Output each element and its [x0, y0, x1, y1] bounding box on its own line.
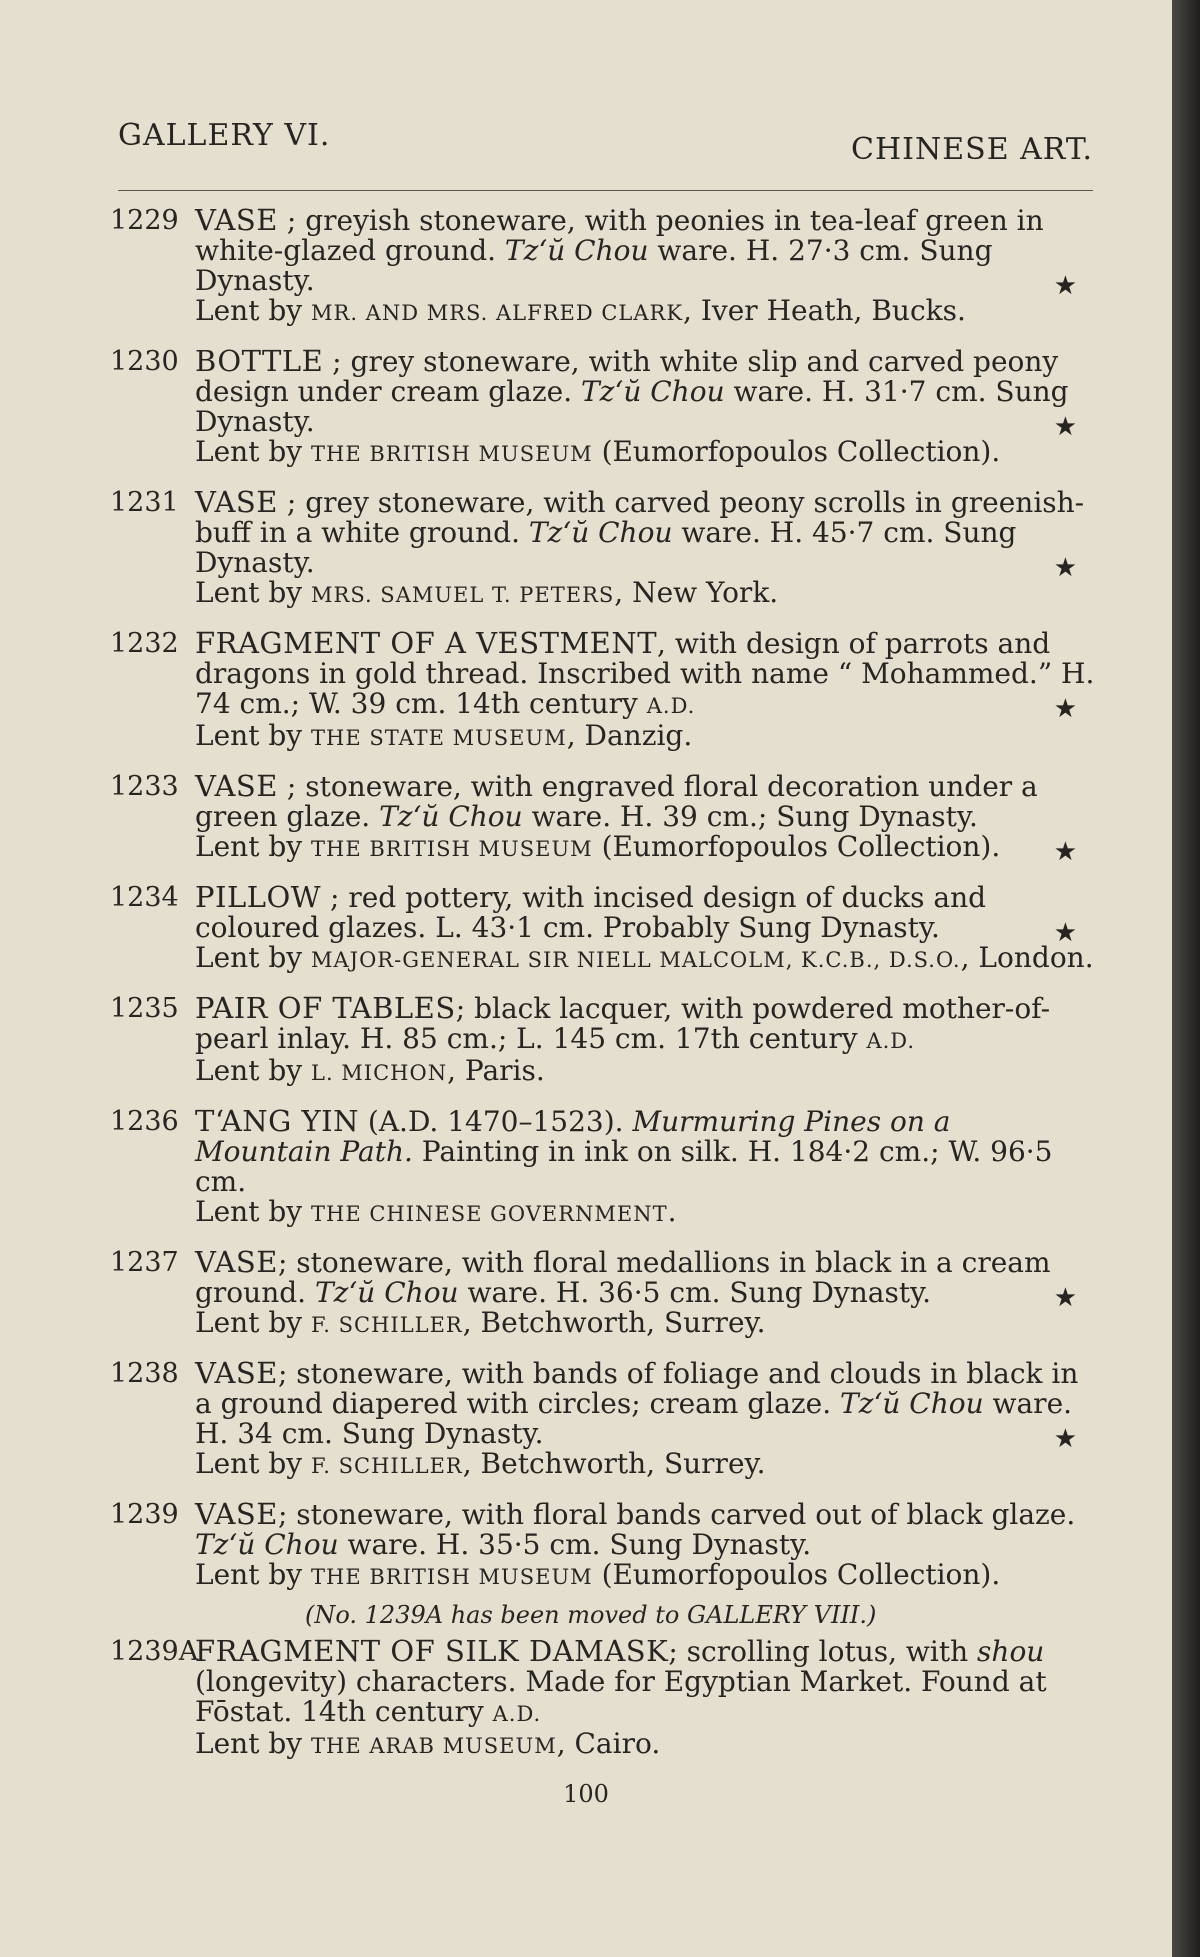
entry-title: BOTTLE — [195, 344, 324, 378]
lender-name: THE STATE MUSEUM — [311, 726, 567, 750]
shou-term: shou — [977, 1635, 1045, 1668]
lender-location: , Paris. — [447, 1054, 545, 1087]
catalogue-entry — [0, 993, 1172, 1088]
lender-line — [195, 437, 1095, 469]
lender-name: THE CHINESE GOVERNMENT — [311, 1202, 668, 1226]
lender-name: THE BRITISH MUSEUM — [311, 442, 593, 466]
lent-by-label: Lent by — [195, 1447, 303, 1480]
lender-location: (Eumorfopoulos Collection). — [592, 435, 1001, 468]
star-icon: ★ — [1053, 1283, 1077, 1313]
star-icon: ★ — [1053, 1424, 1077, 1454]
entry-description-end: ware. H. 39 cm.; Sung Dynasty. — [522, 800, 978, 833]
lender-name: THE BRITISH MUSEUM — [311, 1565, 593, 1589]
entry-number: 1233 — [110, 771, 179, 802]
lender-location: , Betchworth, Surrey. — [462, 1447, 766, 1480]
catalogue-entry — [0, 1106, 1172, 1229]
entry-title: VASE — [195, 1245, 278, 1279]
catalogue-entries — [0, 205, 1172, 1761]
catalogue-entry — [0, 769, 1172, 867]
lender-location: , Cairo. — [556, 1727, 661, 1760]
lent-by-label: Lent by — [195, 1558, 303, 1591]
era-label: A.D. — [492, 1702, 542, 1726]
catalogue-entry — [0, 487, 1172, 610]
entry-title: VASE — [195, 1356, 278, 1390]
lent-by-label: Lent by — [195, 941, 303, 974]
lender-name: F. SCHILLER — [311, 1454, 463, 1478]
star-icon: ★ — [1053, 553, 1077, 583]
catalogue-entry — [0, 1358, 1172, 1481]
entry-title: FRAGMENT OF A VESTMENT — [195, 626, 658, 660]
gallery-heading: GALLERY VI. — [118, 118, 331, 153]
lent-by-label: Lent by — [195, 435, 303, 468]
ware-name: Tz‘ŭ Chou — [504, 234, 649, 267]
entry-number: 1234 — [110, 882, 179, 913]
lender-line — [195, 1308, 1095, 1340]
ware-name: Tz‘ŭ Chou — [195, 1528, 339, 1561]
entry-number: 1238 — [110, 1358, 179, 1389]
lender-line — [195, 1056, 1095, 1088]
catalogue-entry — [0, 1247, 1172, 1340]
entry-description-end: (longevity) characters. Made for Egyptian Market. Found at Fōstat. 14th century — [195, 1665, 1047, 1728]
entry-description-end: ware. H. 45·7 cm. Sung Dynasty. — [195, 516, 1017, 579]
entry-number: 1237 — [110, 1247, 179, 1278]
entry-description-end: ware. H. 36·5 cm. Sung Dynasty. — [458, 1276, 932, 1309]
catalogue-entry — [0, 882, 1172, 975]
entry-description: ; scrolling lotus, with — [668, 1635, 978, 1668]
lender-location: , Iver Heath, Bucks. — [683, 294, 966, 327]
lent-by-label: Lent by — [195, 1306, 303, 1339]
ware-name: Tz‘ŭ Chou — [581, 375, 725, 408]
lender-location: (Eumorfopoulos Collection). — [592, 830, 1001, 863]
ware-name: Tz‘ŭ Chou — [840, 1387, 984, 1420]
lender-location: , Danzig. — [566, 719, 693, 752]
entry-description: ; grey stoneware, with white slip and carved peony design under cream glaze. — [195, 345, 1059, 408]
entry-description: ; stoneware, with engraved floral decoration under a green glaze. — [195, 770, 1038, 833]
entry-description: ; black lacquer, with powdered mother-of-pearl inlay. H. 85 cm.; L. 145 cm. 17th century — [195, 992, 1051, 1055]
star-icon: ★ — [1053, 412, 1077, 442]
entry-title: VASE — [195, 203, 278, 237]
lender-name: MR. AND MRS. ALFRED CLARK — [311, 301, 684, 325]
entry-number: 1229 — [110, 205, 179, 236]
lender-name: MAJOR-GENERAL SIR NIELL MALCOLM, K.C.B., D.S.O. — [311, 948, 961, 972]
star-icon: ★ — [1053, 694, 1077, 724]
entry-description-end: ware. H. 34 cm. Sung Dynasty. — [195, 1387, 1073, 1450]
era-label: A.D. — [646, 694, 696, 718]
entry-description: ; greyish stoneware, with peonies in tea-leaf green in white-glazed ground. — [195, 204, 1044, 267]
entry-description-end: ware. H. 35·5 cm. Sung Dynasty. — [338, 1528, 812, 1561]
lent-by-label: Lent by — [195, 576, 303, 609]
entry-number: 1236 — [110, 1106, 179, 1137]
lender-location: , London. — [960, 941, 1094, 974]
entry-description: ; stoneware, with bands of foliage and clouds in black in a ground diapered with circles; cream glaze. — [195, 1357, 1079, 1420]
lender-location: , New York. — [614, 576, 779, 609]
lender-line — [195, 832, 1095, 864]
entry-description: , with design of parrots and dragons in gold thread. Inscribed with name “ Mohammed.” H. 74 cm.; W. 39 cm. 14th century — [195, 627, 1095, 720]
catalogue-entry — [0, 628, 1172, 753]
entry-title: VASE — [195, 1497, 278, 1531]
lent-by-label: Lent by — [195, 1195, 303, 1228]
entry-number: 1231 — [110, 487, 179, 518]
entry-description: ; stoneware, with floral medallions in black in a cream ground. — [195, 1246, 1051, 1309]
star-icon: ★ — [1053, 271, 1077, 301]
lender-line — [195, 721, 1095, 753]
entry-title: VASE — [195, 769, 278, 803]
lender-line — [195, 296, 1095, 328]
ware-name: Tz‘ŭ Chou — [379, 800, 523, 833]
lender-line — [195, 578, 1095, 610]
entry-number: 1239 — [110, 1499, 179, 1530]
lender-line — [195, 1449, 1095, 1481]
painting-title: Murmuring Pines on a Mountain Path. — [195, 1105, 951, 1168]
relocation-note: (No. 1239A has been moved to GALLERY VIII.) — [305, 1601, 877, 1629]
entry-description: Painting in ink on silk. H. 184·2 cm.; W. 96·5 cm. — [195, 1135, 1053, 1198]
lender-name: THE BRITISH MUSEUM — [311, 837, 593, 861]
catalogue-entry — [0, 1636, 1172, 1761]
lender-location: , Betchworth, Surrey. — [462, 1306, 766, 1339]
entry-title: FRAGMENT OF SILK DAMASK — [195, 1634, 669, 1668]
lender-name: THE ARAB MUSEUM — [311, 1734, 557, 1758]
lender-name: MRS. SAMUEL T. PETERS — [311, 583, 615, 607]
era-label: A.D. — [866, 1029, 916, 1053]
lender-line — [195, 1197, 1095, 1229]
entry-number: 1230 — [110, 346, 179, 377]
entry-description: ; red pottery, with incised design of ducks and coloured glazes. L. 43·1 cm. Probably Sung Dynasty. — [195, 881, 987, 944]
page-number: 100 — [563, 1780, 609, 1808]
catalogue-entry — [0, 1499, 1172, 1592]
ware-name: Tz‘ŭ Chou — [314, 1276, 459, 1309]
lent-by-label: Lent by — [195, 294, 303, 327]
entry-number: 1235 — [110, 993, 179, 1024]
lender-name: F. SCHILLER — [311, 1313, 463, 1337]
lent-by-label: Lent by — [195, 719, 303, 752]
lender-location: . — [667, 1195, 677, 1228]
entry-description-end: ware. H. 27·3 cm. Sung Dynasty. — [195, 234, 993, 297]
lender-line — [195, 1729, 1095, 1761]
lender-line — [195, 943, 1095, 975]
lender-line — [195, 1560, 1095, 1592]
catalogue-entry — [0, 205, 1172, 328]
header-rule — [118, 190, 1093, 191]
catalogue-entry — [0, 346, 1172, 469]
ware-name: Tz‘ŭ Chou — [528, 516, 673, 549]
entry-number: 1239A — [110, 1636, 199, 1667]
entry-title: VASE — [195, 485, 278, 519]
lent-by-label: Lent by — [195, 1054, 303, 1087]
entry-description: ; grey stoneware, with carved peony scrolls in greenish-buff in a white ground. — [195, 486, 1085, 549]
entry-title: T‘ANG YIN — [195, 1104, 359, 1138]
lender-name: L. MICHON — [311, 1061, 448, 1085]
star-icon: ★ — [1053, 918, 1077, 948]
lender-location: (Eumorfopoulos Collection). — [592, 1558, 1001, 1591]
lent-by-label: Lent by — [195, 830, 303, 863]
book-spine-edge — [1172, 0, 1200, 1957]
entry-number: 1232 — [110, 628, 179, 659]
section-heading: CHINESE ART. — [851, 132, 1093, 167]
star-icon: ★ — [1053, 837, 1077, 867]
entry-description: ; stoneware, with floral bands carved out of black glaze. — [277, 1498, 1076, 1531]
artist-dates: (A.D. 1470–1523). — [359, 1105, 633, 1138]
entry-title: PILLOW — [195, 880, 322, 914]
lent-by-label: Lent by — [195, 1727, 303, 1760]
entry-description-end: ware. H. 31·7 cm. Sung Dynasty. — [195, 375, 1069, 438]
entry-title: PAIR OF TABLES — [195, 991, 456, 1025]
